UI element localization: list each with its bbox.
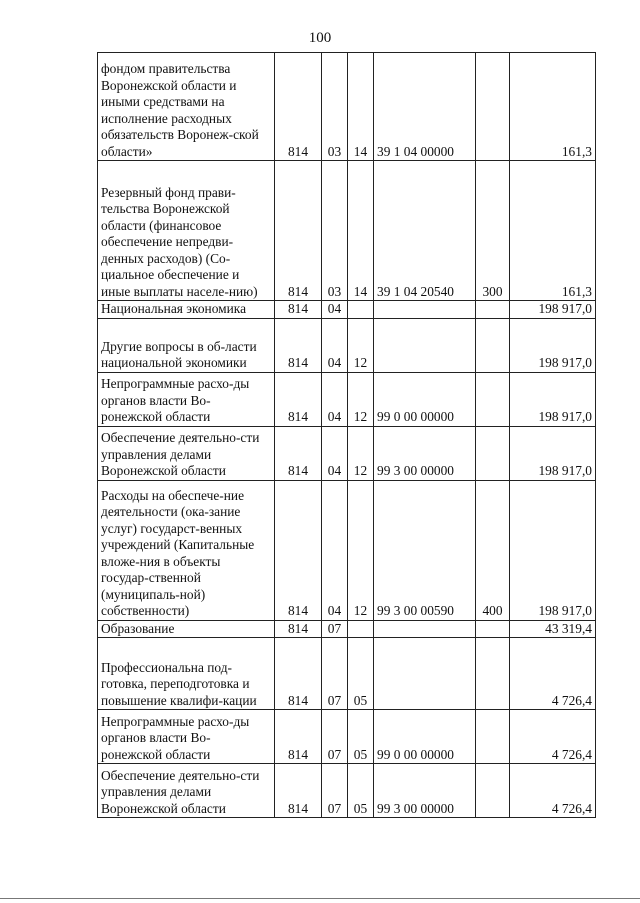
ministry-code: 814 — [275, 53, 322, 161]
target-code — [374, 318, 476, 372]
expense-type-code — [476, 638, 510, 710]
subsection-code: 12 — [348, 480, 374, 620]
expense-type-code — [476, 53, 510, 161]
amount: 198 917,0 — [510, 426, 596, 480]
section-code: 04 — [322, 318, 348, 372]
section-code: 07 — [322, 710, 348, 764]
subsection-code: 12 — [348, 372, 374, 426]
subsection-code — [348, 620, 374, 638]
amount: 161,3 — [510, 161, 596, 301]
expense-name: Непрограммные расхо-ды органов власти Во-ронежской области — [98, 372, 275, 426]
amount: 198 917,0 — [510, 318, 596, 372]
budget-table — [97, 52, 596, 818]
ministry-code: 814 — [275, 638, 322, 710]
target-code: 99 3 00 00000 — [374, 764, 476, 818]
subsection-code: 05 — [348, 710, 374, 764]
ministry-code: 814 — [275, 764, 322, 818]
amount: 4 726,4 — [510, 638, 596, 710]
page-number: 100 — [308, 30, 332, 46]
expense-name: Национальная экономика — [98, 301, 275, 319]
expense-type-code — [476, 764, 510, 818]
ministry-code: 814 — [275, 620, 322, 638]
target-code: 39 1 04 00000 — [374, 53, 476, 161]
subsection-code: 12 — [348, 426, 374, 480]
section-code: 04 — [322, 426, 348, 480]
ministry-code: 814 — [275, 710, 322, 764]
expense-name: Профессиональна под-готовка, переподготовка и повышение квалифи-кации — [98, 638, 275, 710]
section-code: 03 — [322, 53, 348, 161]
expense-name: Обеспечение деятельно-сти управления делами Воронежской области — [98, 764, 275, 818]
expense-name: фондом правительства Воронежской области и иными средствами на исполнение расходных обязательств Воронеж-ской области» — [98, 53, 275, 161]
table-row — [98, 318, 596, 372]
target-code — [374, 301, 476, 319]
amount: 161,3 — [510, 53, 596, 161]
table-row — [98, 426, 596, 480]
amount: 4 726,4 — [510, 764, 596, 818]
table-row — [98, 372, 596, 426]
amount: 198 917,0 — [510, 301, 596, 319]
target-code: 99 3 00 00590 — [374, 480, 476, 620]
ministry-code: 814 — [275, 318, 322, 372]
expense-name: Расходы на обеспече-ние деятельности (ока-зание услуг) государст-венных учреждений (Капитальные вложе-ния в объекты государ-ственной (муниципаль-ной) собственности) — [98, 480, 275, 620]
amount: 4 726,4 — [510, 710, 596, 764]
expense-type-code — [476, 426, 510, 480]
ministry-code: 814 — [275, 426, 322, 480]
section-code: 04 — [322, 301, 348, 319]
ministry-code: 814 — [275, 161, 322, 301]
expense-name: Резервный фонд прави-тельства Воронежской области (финансовое обеспечение непредви-денных расходов) (Со-циальное обеспечение и иные выплаты населе-нию) — [98, 161, 275, 301]
target-code: 39 1 04 20540 — [374, 161, 476, 301]
subsection-code: 05 — [348, 764, 374, 818]
amount: 43 319,4 — [510, 620, 596, 638]
table-row — [98, 301, 596, 319]
amount: 198 917,0 — [510, 480, 596, 620]
section-code: 03 — [322, 161, 348, 301]
expense-type-code: 400 — [476, 480, 510, 620]
table-row — [98, 480, 596, 620]
subsection-code: 12 — [348, 318, 374, 372]
section-code: 04 — [322, 480, 348, 620]
expense-type-code — [476, 710, 510, 764]
expense-type-code — [476, 372, 510, 426]
table-row — [98, 53, 596, 161]
subsection-code — [348, 301, 374, 319]
section-code: 07 — [322, 638, 348, 710]
expense-name: Обеспечение деятельно-сти управления делами Воронежской области — [98, 426, 275, 480]
expense-name: Другие вопросы в об-ласти национальной экономики — [98, 318, 275, 372]
table-row — [98, 620, 596, 638]
section-code: 04 — [322, 372, 348, 426]
page-bottom-edge — [0, 898, 640, 899]
expense-name: Непрограммные расхо-ды органов власти Во-ронежской области — [98, 710, 275, 764]
subsection-code: 05 — [348, 638, 374, 710]
ministry-code: 814 — [275, 480, 322, 620]
expense-type-code — [476, 620, 510, 638]
target-code: 99 0 00 00000 — [374, 372, 476, 426]
target-code: 99 3 00 00000 — [374, 426, 476, 480]
ministry-code: 814 — [275, 301, 322, 319]
expense-type-code — [476, 301, 510, 319]
expense-name: Образование — [98, 620, 275, 638]
target-code: 99 0 00 00000 — [374, 710, 476, 764]
target-code — [374, 620, 476, 638]
amount: 198 917,0 — [510, 372, 596, 426]
expense-type-code — [476, 318, 510, 372]
table-row — [98, 710, 596, 764]
subsection-code: 14 — [348, 161, 374, 301]
subsection-code: 14 — [348, 53, 374, 161]
ministry-code: 814 — [275, 372, 322, 426]
table-row — [98, 764, 596, 818]
target-code — [374, 638, 476, 710]
table-row — [98, 161, 596, 301]
section-code: 07 — [322, 764, 348, 818]
section-code: 07 — [322, 620, 348, 638]
table-row — [98, 638, 596, 710]
expense-type-code: 300 — [476, 161, 510, 301]
